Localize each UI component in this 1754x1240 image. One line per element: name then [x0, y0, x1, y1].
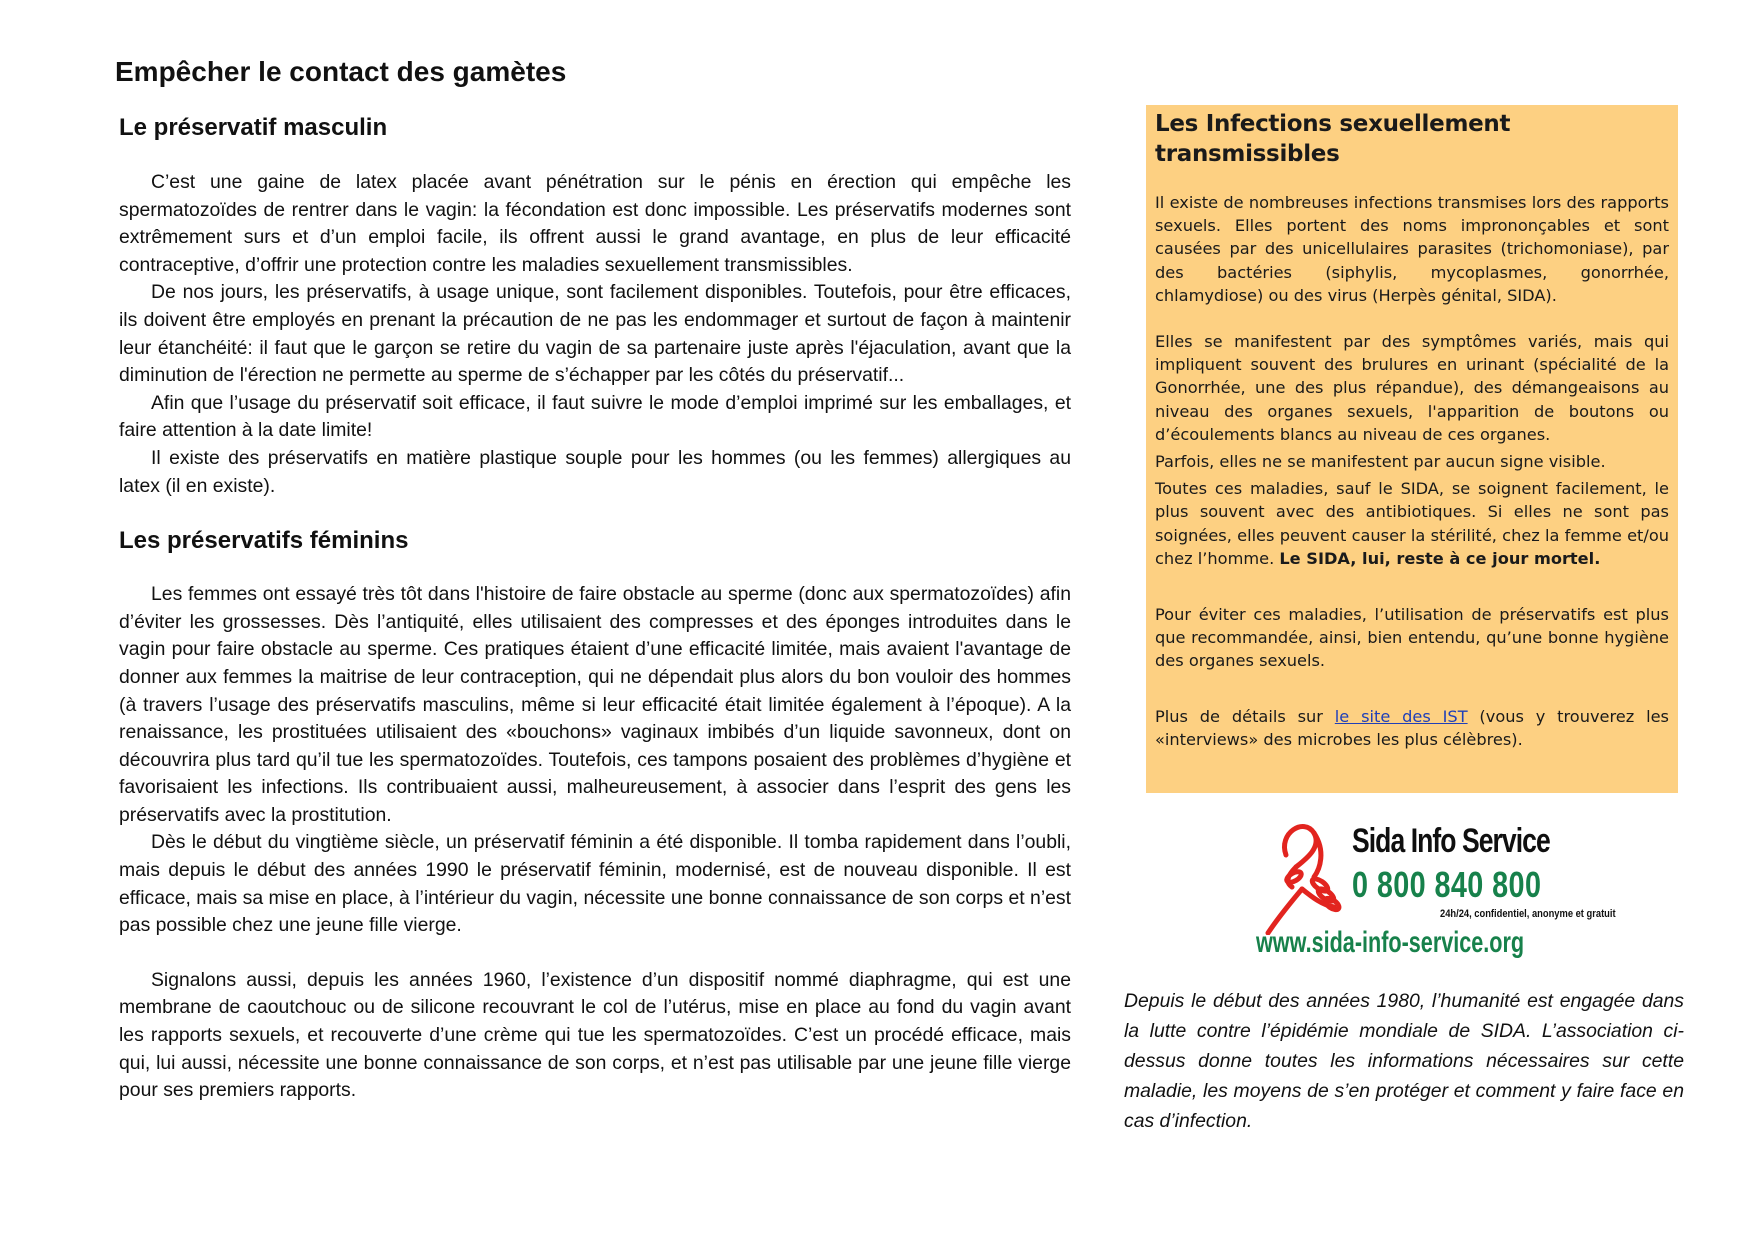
paragraph: Afin que l’usage du préservatif soit efficace, il faut suivre le mode d’emploi imprimé sur les emballages, et faire attention à la date limite!: [119, 391, 1071, 442]
paragraph: Les femmes ont essayé très tôt dans l'histoire de faire obstacle au sperme (donc aux spermatozoïdes) afin d’éviter les grossesses. Dès l’antiquité, elles utilisaient des compresses et des éponges introduites dans le vagin pour faire obstacle au sperme. Ces pratiques étaient d’une efficacité limitée, mais avaient l'avantage de donner aux femmes la maitrise de leur contraception, qui ne dépendait plus alors du bon vouloir des hommes (à travers l’usage des préservatifs masculins, même si leur efficacité était limitée également à l’époque). A la renaissance, les prostituées utilisaient des «bouchons» vaginaux imbibés d’un liquide savonneux, dont on découvrira plus tard qu’il tue les spermatozoïdes. Toutefois, ces tampons posaient des problèmes d’hygiène et favorisaient les infections. Ils contribuaient aussi, malheureusement, à associer dans l’esprit des gens les préservatifs avec la prostitution.: [119, 583, 1071, 826]
logo-brand: Sida Info Service: [1352, 822, 1550, 860]
logo-phone: 0 800 840 800: [1352, 864, 1542, 905]
sti-paragraph: [1155, 477, 1669, 570]
paragraph: De nos jours, les préservatifs, à usage unique, sont facilement disponibles. Toutefois, pour être efficaces, ils doivent être employés en prenant la précaution de ne pas les endommager et surtout de façon à maintenir leur étanchéité: il faut que le garçon se retire du vagin de sa partenaire juste après l'éjaculation, avant que la diminution de l'érection ne permette au sperme de s’échapper par les côtés du préservatif...: [119, 281, 1071, 387]
paragraph: Dès le début du vingtième siècle, un préservatif féminin a été disponible. Il tomba rapidement dans l’oubli, mais depuis le début des années 1990 le préservatif féminin, modernisé, est de nouveau disponible. Il est efficace, mais sa mise en place, à l’intérieur du vagin, nécessite une bonne connaissance de son corps et n’est pas possible chez une jeune fille vierge.: [119, 831, 1071, 937]
sti-paragraph: Elles se manifestent par des symptômes variés, mais qui impliquent souvent des brulures en urinant (spécialité de la Gonorrhée, une des plus répandue), des démangeaisons au niveau des organes sexuels, l'apparition de boutons ou d’écoulements blancs au niveau de ces organes.: [1155, 332, 1669, 444]
sti-paragraph: Parfois, elles ne se manifestent par aucun signe visible.: [1155, 452, 1606, 472]
sti-box-title: Les Infections sexuellement transmissibles: [1155, 111, 1511, 167]
section-male-condom: [119, 114, 1071, 500]
section-heading-male-condom: Le préservatif masculin: [119, 114, 388, 141]
paragraph: C’est une gaine de latex placée avant pénétration sur le pénis en érection qui empêche les spermatozoïdes de rentrer dans le vagin: la fécondation est donc impossible. Les préservatifs modernes sont extrêmement surs et d’un emploi facile, ils offrent aussi le grand avantage, en plus de leur efficacité contraceptive, d’offrir une protection contre les maladies sexuellement transmissibles.: [119, 171, 1071, 276]
page-title: Empêcher le contact des gamètes: [115, 56, 567, 87]
section-heading-female-condom: Les préservatifs féminins: [119, 527, 409, 555]
sti-paragraph-text: (vous y trouverez les «interviews» des microbes les plus célèbres).: [1155, 706, 1669, 749]
section-female-condom: [119, 527, 1071, 1105]
sti-paragraph: Pour éviter ces maladies, l’utilisation de préservatifs est plus que recommandée, ainsi, bien entendu, qu’une bonne hygiène des organes sexuels.: [1155, 605, 1669, 671]
sti-paragraph-text: Toutes ces maladies, sauf le SIDA, se soignent facilement, le plus souvent avec des antibiotiques. Si elles ne sont pas soignées, elles peuvent causer la stérilité, chez la femme et/ou chez l’homme.: [1155, 479, 1669, 568]
logo-url: www.sida-info-service.org: [1256, 926, 1525, 959]
sti-warning-bold: Le SIDA, lui, reste à ce jour mortel.: [1279, 548, 1601, 568]
ist-site-link[interactable]: le site des IST: [1334, 706, 1468, 726]
red-ribbon-icon: [1256, 815, 1354, 935]
paragraph: Il existe des préservatifs en matière plastique souple pour les hommes (ou les femmes) allergiques au latex (il en existe).: [119, 446, 1071, 497]
sti-paragraph-text: Plus de détails sur: [1155, 706, 1335, 726]
logo-tagline: 24h/24, confidentiel, anonyme et gratuit: [1440, 908, 1616, 920]
sti-paragraph: [1155, 705, 1669, 751]
sida-info-service-logo: [1256, 815, 1616, 965]
paragraph: Signalons aussi, depuis les années 1960, l’existence d’un dispositif nommé diaphragme, qui est une membrane de caoutchouc ou de silicone recouvrant le col de l’utérus, mise en place au fond du vagin avant les rapports sexuels, et recouverte d’une crème qui tue les spermatozoïdes. C’est un procédé efficace, mais qui, lui aussi, nécessite une bonne connaissance de son corps, et n’est pas utilisable par une jeune fille vierge pour ses premiers rapports.: [119, 968, 1071, 1102]
sti-paragraph: Il existe de nombreuses infections transmises lors des rapports sexuels. Elles portent des noms imprononçables et sont causées par des unicellulaires parasites (trichomoniase), par des bactéries (siphylis, mycoplasmes, gonorrhée, chlamydiose) ou des virus (Herpès génital, SIDA).: [1155, 193, 1669, 305]
sti-info-box: [1146, 105, 1678, 793]
logo-caption: Depuis le début des années 1980, l’humanité est engagée dans la lutte contre l’épidémie mondiale de SIDA. L’association ci-dessus donne toutes les informations nécessaires sur cette maladie, les moyens de s’en protéger et comment y faire face en cas d’infection.: [1124, 990, 1684, 1132]
main-column: [119, 114, 1071, 1105]
